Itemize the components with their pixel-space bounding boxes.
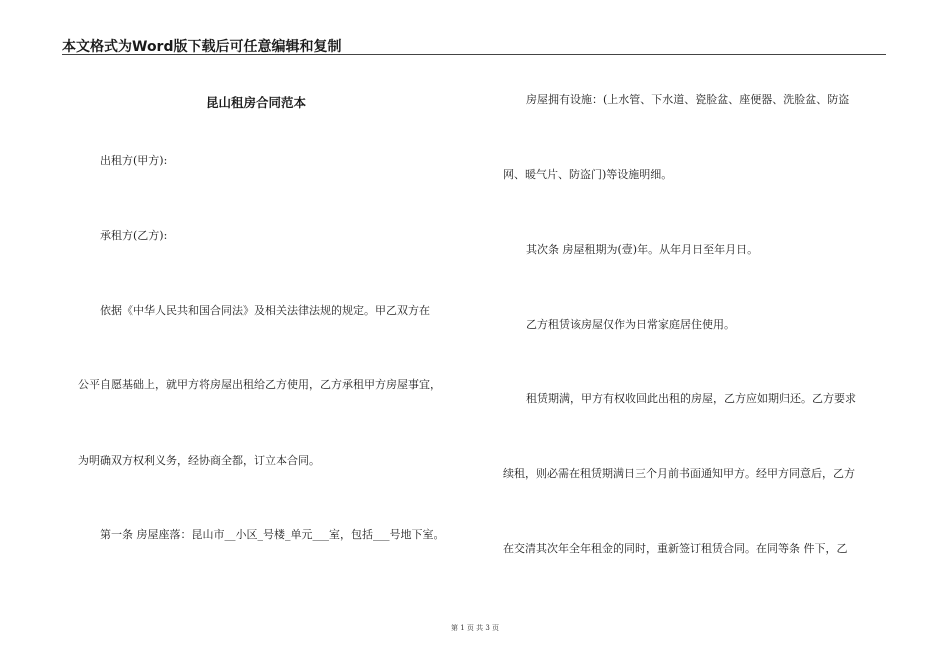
- facilities-line: 网、暖气片、防盗门)等设施明细。: [503, 168, 673, 181]
- paragraph-line: 续租，则必需在租赁期满日三个月前书面通知甲方。经甲方同意后，乙方: [503, 467, 855, 480]
- document-title: 昆山租房合同范本: [206, 95, 307, 110]
- facilities-line: 房屋拥有设施：(上水管、下水道、瓷脸盆、座便器、洗脸盆、防盗: [526, 93, 850, 106]
- header-title: 本文格式为Word版下载后可任意编辑和复制: [62, 39, 342, 55]
- lessor-line: 出租方(甲方):: [100, 154, 168, 167]
- usage-line: 乙方租赁该房屋仅作为日常家庭居住使用。: [526, 318, 735, 331]
- clause-one-line: 第一条 房屋座落：昆山市__小区_号楼_单元___室，包括___号地下室。: [100, 528, 445, 541]
- paragraph-line: 为明确双方权利义务，经协商全都，订立本合同。: [78, 454, 320, 467]
- page-number: 第 1 页 共 3 页: [450, 624, 500, 632]
- paragraph-line: 租赁期满，甲方有权收回此出租的房屋，乙方应如期归还。乙方要求: [526, 392, 856, 405]
- clause-two-line: 其次条 房屋租期为(壹)年。从年月日至年月日。: [526, 243, 759, 256]
- paragraph-line: 依据《中华人民共和国合同法》及相关法律法规的规定。甲乙双方在: [100, 304, 430, 317]
- page-header: [62, 30, 886, 55]
- lessee-line: 承租方(乙方):: [100, 229, 168, 242]
- paragraph-line: 公平自愿基础上，就甲方将房屋出租给乙方使用，乙方承租甲方房屋事宜，: [78, 378, 441, 391]
- paragraph-line: 在交清其次年全年租金的同时，重新签订租赁合同。在同等条 件下，乙: [503, 542, 848, 555]
